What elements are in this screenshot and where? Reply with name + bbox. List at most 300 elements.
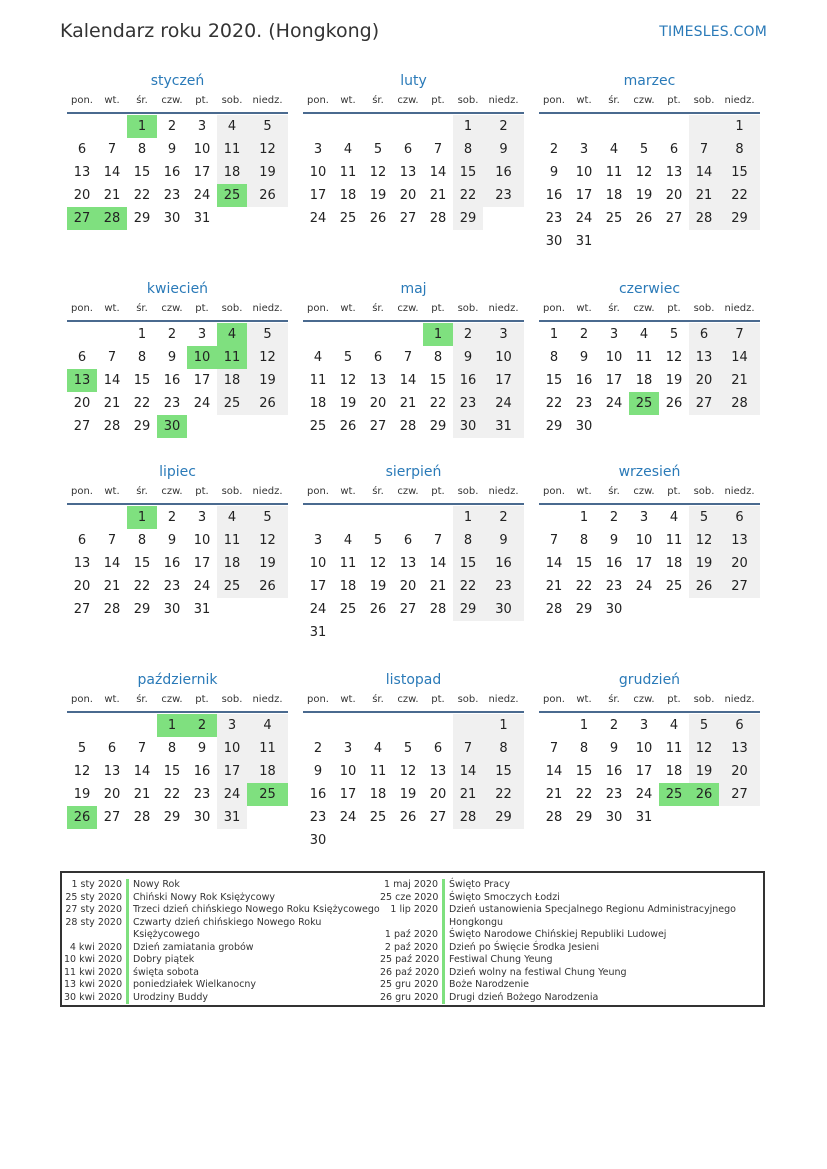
day-cell[interactable]: 19 xyxy=(247,552,288,575)
day-cell[interactable]: 7 xyxy=(107,533,117,548)
day-cell[interactable]: 26 xyxy=(339,419,357,434)
day-cell[interactable]: 20 xyxy=(103,787,121,802)
day-cell[interactable]: 15 xyxy=(133,556,151,571)
day-cell[interactable]: 30 xyxy=(157,415,187,438)
day-cell[interactable]: 16 xyxy=(483,552,524,575)
day-cell[interactable]: 27 xyxy=(73,602,91,617)
day-cell[interactable]: 30 xyxy=(483,598,524,621)
day-cell[interactable]: 22 xyxy=(575,579,593,594)
day-cell[interactable]: 30 xyxy=(193,810,211,825)
day-cell[interactable]: 10 xyxy=(605,350,623,365)
day-cell[interactable]: 4 xyxy=(247,714,288,737)
day-cell[interactable]: 2 xyxy=(167,327,177,342)
day-cell[interactable]: 30 xyxy=(545,234,563,249)
day-cell[interactable]: 8 xyxy=(579,533,589,548)
day-cell[interactable]: 13 xyxy=(67,369,97,392)
day-cell[interactable]: 27 xyxy=(665,211,683,226)
day-cell[interactable]: 1 xyxy=(719,115,760,138)
day-cell[interactable]: 13 xyxy=(719,737,760,760)
day-cell[interactable]: 2 xyxy=(167,510,177,525)
day-cell[interactable]: 1 xyxy=(453,506,483,529)
day-cell[interactable]: 16 xyxy=(193,764,211,779)
day-cell[interactable]: 28 xyxy=(453,806,483,829)
day-cell[interactable]: 1 xyxy=(127,115,157,138)
day-cell[interactable]: 13 xyxy=(399,556,417,571)
day-cell[interactable]: 25 xyxy=(339,211,357,226)
day-cell[interactable]: 31 xyxy=(575,234,593,249)
day-cell[interactable]: 7 xyxy=(549,533,559,548)
day-cell[interactable]: 25 xyxy=(217,184,247,207)
day-cell[interactable]: 9 xyxy=(197,741,207,756)
day-cell[interactable]: 17 xyxy=(193,165,211,180)
day-cell[interactable]: 25 xyxy=(217,575,247,598)
day-cell[interactable]: 20 xyxy=(73,579,91,594)
day-cell[interactable]: 3 xyxy=(483,323,524,346)
day-cell[interactable]: 20 xyxy=(719,552,760,575)
day-cell[interactable]: 23 xyxy=(163,188,181,203)
day-cell[interactable]: 10 xyxy=(193,533,211,548)
day-cell[interactable]: 14 xyxy=(545,764,563,779)
day-cell[interactable]: 23 xyxy=(453,392,483,415)
day-cell[interactable]: 1 xyxy=(137,327,147,342)
day-cell[interactable]: 13 xyxy=(399,165,417,180)
day-cell[interactable]: 16 xyxy=(545,188,563,203)
day-cell[interactable]: 16 xyxy=(605,764,623,779)
day-cell[interactable]: 16 xyxy=(483,161,524,184)
day-cell[interactable]: 7 xyxy=(689,138,719,161)
day-cell[interactable]: 31 xyxy=(193,602,211,617)
day-cell[interactable]: 10 xyxy=(193,142,211,157)
day-cell[interactable]: 5 xyxy=(247,115,288,138)
day-cell[interactable]: 11 xyxy=(309,373,327,388)
day-cell[interactable]: 11 xyxy=(605,165,623,180)
day-cell[interactable]: 24 xyxy=(193,396,211,411)
day-cell[interactable]: 18 xyxy=(605,188,623,203)
day-cell[interactable]: 4 xyxy=(669,718,679,733)
day-cell[interactable]: 10 xyxy=(339,764,357,779)
day-cell[interactable]: 12 xyxy=(73,764,91,779)
day-cell[interactable]: 11 xyxy=(217,138,247,161)
day-cell[interactable]: 5 xyxy=(689,714,719,737)
day-cell[interactable]: 3 xyxy=(313,533,323,548)
day-cell[interactable]: 28 xyxy=(399,419,417,434)
day-cell[interactable]: 24 xyxy=(193,579,211,594)
day-cell[interactable]: 22 xyxy=(719,184,760,207)
day-cell[interactable]: 12 xyxy=(247,138,288,161)
day-cell[interactable]: 22 xyxy=(133,188,151,203)
day-cell[interactable]: 13 xyxy=(665,165,683,180)
day-cell[interactable]: 17 xyxy=(605,373,623,388)
day-cell[interactable]: 29 xyxy=(163,810,181,825)
day-cell[interactable]: 19 xyxy=(635,188,653,203)
day-cell[interactable]: 3 xyxy=(313,142,323,157)
day-cell[interactable]: 12 xyxy=(369,556,387,571)
day-cell[interactable]: 20 xyxy=(429,787,447,802)
day-cell[interactable]: 5 xyxy=(77,741,87,756)
day-cell[interactable]: 30 xyxy=(453,415,483,438)
day-cell[interactable]: 16 xyxy=(163,373,181,388)
day-cell[interactable]: 20 xyxy=(719,760,760,783)
day-cell[interactable]: 8 xyxy=(453,529,483,552)
day-cell[interactable]: 14 xyxy=(429,556,447,571)
day-cell[interactable]: 17 xyxy=(193,373,211,388)
day-cell[interactable]: 10 xyxy=(309,556,327,571)
day-cell[interactable]: 7 xyxy=(137,741,147,756)
day-cell[interactable]: 15 xyxy=(575,556,593,571)
day-cell[interactable]: 19 xyxy=(73,787,91,802)
brand-link[interactable]: TIMESLES.COM xyxy=(659,24,767,40)
day-cell[interactable]: 9 xyxy=(167,142,177,157)
day-cell[interactable]: 13 xyxy=(689,346,719,369)
day-cell[interactable]: 2 xyxy=(579,327,589,342)
day-cell[interactable]: 15 xyxy=(483,760,524,783)
day-cell[interactable]: 22 xyxy=(429,396,447,411)
day-cell[interactable]: 20 xyxy=(689,369,719,392)
day-cell[interactable]: 24 xyxy=(309,602,327,617)
day-cell[interactable]: 12 xyxy=(247,529,288,552)
day-cell[interactable]: 5 xyxy=(689,506,719,529)
day-cell[interactable]: 31 xyxy=(193,211,211,226)
day-cell[interactable]: 1 xyxy=(127,506,157,529)
day-cell[interactable]: 1 xyxy=(549,327,559,342)
day-cell[interactable]: 29 xyxy=(483,806,524,829)
day-cell[interactable]: 30 xyxy=(309,833,327,848)
day-cell[interactable]: 14 xyxy=(103,165,121,180)
day-cell[interactable]: 7 xyxy=(719,323,760,346)
day-cell[interactable]: 3 xyxy=(197,510,207,525)
day-cell[interactable]: 3 xyxy=(197,119,207,134)
day-cell[interactable]: 17 xyxy=(575,188,593,203)
day-cell[interactable]: 9 xyxy=(483,529,524,552)
day-cell[interactable]: 15 xyxy=(429,373,447,388)
day-cell[interactable]: 16 xyxy=(163,556,181,571)
day-cell[interactable]: 1 xyxy=(579,510,589,525)
day-cell[interactable]: 18 xyxy=(339,188,357,203)
day-cell[interactable]: 16 xyxy=(453,369,483,392)
day-cell[interactable]: 27 xyxy=(429,810,447,825)
day-cell[interactable]: 3 xyxy=(579,142,589,157)
day-cell[interactable]: 18 xyxy=(635,373,653,388)
day-cell[interactable]: 15 xyxy=(163,764,181,779)
day-cell[interactable]: 15 xyxy=(453,161,483,184)
day-cell[interactable]: 21 xyxy=(103,579,121,594)
day-cell[interactable]: 6 xyxy=(107,741,117,756)
day-cell[interactable]: 14 xyxy=(103,373,121,388)
day-cell[interactable]: 19 xyxy=(689,760,719,783)
day-cell[interactable]: 5 xyxy=(343,350,353,365)
day-cell[interactable]: 20 xyxy=(73,188,91,203)
day-cell[interactable]: 12 xyxy=(689,529,719,552)
day-cell[interactable]: 11 xyxy=(339,165,357,180)
day-cell[interactable]: 8 xyxy=(579,741,589,756)
day-cell[interactable]: 4 xyxy=(217,323,247,346)
day-cell[interactable]: 7 xyxy=(433,533,443,548)
day-cell[interactable]: 14 xyxy=(429,165,447,180)
day-cell[interactable]: 29 xyxy=(575,810,593,825)
day-cell[interactable]: 29 xyxy=(429,419,447,434)
day-cell[interactable]: 6 xyxy=(689,323,719,346)
day-cell[interactable]: 29 xyxy=(133,602,151,617)
day-cell[interactable]: 30 xyxy=(605,810,623,825)
day-cell[interactable]: 4 xyxy=(217,506,247,529)
day-cell[interactable]: 11 xyxy=(665,741,683,756)
day-cell[interactable]: 31 xyxy=(309,625,327,640)
day-cell[interactable]: 30 xyxy=(605,602,623,617)
day-cell[interactable]: 18 xyxy=(665,764,683,779)
day-cell[interactable]: 11 xyxy=(665,533,683,548)
day-cell[interactable]: 7 xyxy=(403,350,413,365)
day-cell[interactable]: 21 xyxy=(133,787,151,802)
day-cell[interactable]: 26 xyxy=(635,211,653,226)
day-cell[interactable]: 28 xyxy=(133,810,151,825)
day-cell[interactable]: 14 xyxy=(689,161,719,184)
day-cell[interactable]: 21 xyxy=(429,579,447,594)
day-cell[interactable]: 5 xyxy=(373,142,383,157)
day-cell[interactable]: 12 xyxy=(247,346,288,369)
day-cell[interactable]: 4 xyxy=(343,142,353,157)
day-cell[interactable]: 8 xyxy=(137,533,147,548)
day-cell[interactable]: 16 xyxy=(605,556,623,571)
day-cell[interactable]: 15 xyxy=(575,764,593,779)
day-cell[interactable]: 11 xyxy=(247,737,288,760)
day-cell[interactable]: 24 xyxy=(635,787,653,802)
day-cell[interactable]: 8 xyxy=(433,350,443,365)
day-cell[interactable]: 5 xyxy=(247,506,288,529)
day-cell[interactable]: 21 xyxy=(103,396,121,411)
day-cell[interactable]: 2 xyxy=(609,718,619,733)
day-cell[interactable]: 25 xyxy=(309,419,327,434)
day-cell[interactable]: 29 xyxy=(453,207,483,230)
day-cell[interactable]: 22 xyxy=(453,184,483,207)
day-cell[interactable]: 5 xyxy=(247,323,288,346)
day-cell[interactable]: 5 xyxy=(639,142,649,157)
day-cell[interactable]: 4 xyxy=(373,741,383,756)
day-cell[interactable]: 4 xyxy=(669,510,679,525)
day-cell[interactable]: 26 xyxy=(689,783,719,806)
day-cell[interactable]: 7 xyxy=(107,142,117,157)
day-cell[interactable]: 27 xyxy=(719,575,760,598)
day-cell[interactable]: 17 xyxy=(309,579,327,594)
day-cell[interactable]: 19 xyxy=(369,188,387,203)
day-cell[interactable]: 1 xyxy=(157,714,187,737)
day-cell[interactable]: 13 xyxy=(73,556,91,571)
day-cell[interactable]: 9 xyxy=(483,138,524,161)
day-cell[interactable]: 12 xyxy=(689,737,719,760)
day-cell[interactable]: 19 xyxy=(689,552,719,575)
day-cell[interactable]: 15 xyxy=(133,373,151,388)
day-cell[interactable]: 8 xyxy=(453,138,483,161)
day-cell[interactable]: 25 xyxy=(629,392,659,415)
day-cell[interactable]: 7 xyxy=(433,142,443,157)
day-cell[interactable]: 22 xyxy=(133,396,151,411)
day-cell[interactable]: 16 xyxy=(575,373,593,388)
day-cell[interactable]: 3 xyxy=(217,714,247,737)
day-cell[interactable]: 21 xyxy=(719,369,760,392)
day-cell[interactable]: 24 xyxy=(339,810,357,825)
day-cell[interactable]: 12 xyxy=(665,350,683,365)
day-cell[interactable]: 28 xyxy=(103,602,121,617)
day-cell[interactable]: 15 xyxy=(133,165,151,180)
day-cell[interactable]: 9 xyxy=(609,741,619,756)
day-cell[interactable]: 28 xyxy=(689,207,719,230)
day-cell[interactable]: 13 xyxy=(369,373,387,388)
day-cell[interactable]: 18 xyxy=(309,396,327,411)
day-cell[interactable]: 27 xyxy=(689,392,719,415)
day-cell[interactable]: 25 xyxy=(665,579,683,594)
day-cell[interactable]: 28 xyxy=(545,810,563,825)
day-cell[interactable]: 28 xyxy=(103,419,121,434)
day-cell[interactable]: 8 xyxy=(137,350,147,365)
day-cell[interactable]: 21 xyxy=(545,787,563,802)
day-cell[interactable]: 6 xyxy=(669,142,679,157)
day-cell[interactable]: 24 xyxy=(575,211,593,226)
day-cell[interactable]: 18 xyxy=(665,556,683,571)
day-cell[interactable]: 25 xyxy=(605,211,623,226)
day-cell[interactable]: 23 xyxy=(605,787,623,802)
day-cell[interactable]: 30 xyxy=(575,419,593,434)
day-cell[interactable]: 11 xyxy=(339,556,357,571)
day-cell[interactable]: 23 xyxy=(309,810,327,825)
day-cell[interactable]: 3 xyxy=(343,741,353,756)
day-cell[interactable]: 25 xyxy=(369,810,387,825)
day-cell[interactable]: 23 xyxy=(605,579,623,594)
day-cell[interactable]: 13 xyxy=(719,529,760,552)
day-cell[interactable]: 4 xyxy=(343,533,353,548)
day-cell[interactable]: 27 xyxy=(719,783,760,806)
day-cell[interactable]: 9 xyxy=(167,533,177,548)
day-cell[interactable]: 26 xyxy=(689,575,719,598)
day-cell[interactable]: 12 xyxy=(339,373,357,388)
day-cell[interactable]: 29 xyxy=(545,419,563,434)
day-cell[interactable]: 29 xyxy=(133,211,151,226)
day-cell[interactable]: 19 xyxy=(399,787,417,802)
day-cell[interactable]: 10 xyxy=(575,165,593,180)
day-cell[interactable]: 10 xyxy=(635,741,653,756)
day-cell[interactable]: 4 xyxy=(313,350,323,365)
day-cell[interactable]: 6 xyxy=(403,533,413,548)
day-cell[interactable]: 27 xyxy=(103,810,121,825)
day-cell[interactable]: 14 xyxy=(103,556,121,571)
day-cell[interactable]: 14 xyxy=(399,373,417,388)
day-cell[interactable]: 11 xyxy=(369,764,387,779)
day-cell[interactable]: 21 xyxy=(429,188,447,203)
day-cell[interactable]: 10 xyxy=(187,346,217,369)
day-cell[interactable]: 26 xyxy=(67,806,97,829)
day-cell[interactable]: 17 xyxy=(483,369,524,392)
day-cell[interactable]: 22 xyxy=(453,575,483,598)
day-cell[interactable]: 25 xyxy=(247,783,288,806)
day-cell[interactable]: 25 xyxy=(217,392,247,415)
day-cell[interactable]: 24 xyxy=(193,188,211,203)
day-cell[interactable]: 17 xyxy=(217,760,247,783)
day-cell[interactable]: 18 xyxy=(217,161,247,184)
day-cell[interactable]: 31 xyxy=(483,415,524,438)
day-cell[interactable]: 3 xyxy=(639,718,649,733)
day-cell[interactable]: 23 xyxy=(193,787,211,802)
day-cell[interactable]: 26 xyxy=(247,575,288,598)
day-cell[interactable]: 1 xyxy=(579,718,589,733)
day-cell[interactable]: 2 xyxy=(167,119,177,134)
day-cell[interactable]: 27 xyxy=(399,602,417,617)
day-cell[interactable]: 26 xyxy=(247,392,288,415)
day-cell[interactable]: 26 xyxy=(665,396,683,411)
day-cell[interactable]: 9 xyxy=(313,764,323,779)
day-cell[interactable]: 24 xyxy=(309,211,327,226)
day-cell[interactable]: 10 xyxy=(483,346,524,369)
day-cell[interactable]: 9 xyxy=(453,346,483,369)
day-cell[interactable]: 22 xyxy=(483,783,524,806)
day-cell[interactable]: 23 xyxy=(575,396,593,411)
day-cell[interactable]: 21 xyxy=(453,783,483,806)
day-cell[interactable]: 8 xyxy=(549,350,559,365)
day-cell[interactable]: 6 xyxy=(77,350,87,365)
day-cell[interactable]: 2 xyxy=(483,115,524,138)
day-cell[interactable]: 20 xyxy=(665,188,683,203)
day-cell[interactable]: 19 xyxy=(339,396,357,411)
day-cell[interactable]: 18 xyxy=(339,579,357,594)
day-cell[interactable]: 1 xyxy=(423,323,453,346)
day-cell[interactable]: 10 xyxy=(635,533,653,548)
day-cell[interactable]: 23 xyxy=(163,396,181,411)
day-cell[interactable]: 18 xyxy=(217,552,247,575)
day-cell[interactable]: 30 xyxy=(163,602,181,617)
day-cell[interactable]: 4 xyxy=(609,142,619,157)
day-cell[interactable]: 20 xyxy=(73,396,91,411)
day-cell[interactable]: 7 xyxy=(107,350,117,365)
day-cell[interactable]: 6 xyxy=(719,714,760,737)
day-cell[interactable]: 23 xyxy=(483,184,524,207)
day-cell[interactable]: 27 xyxy=(399,211,417,226)
day-cell[interactable]: 21 xyxy=(103,188,121,203)
day-cell[interactable]: 1 xyxy=(453,115,483,138)
day-cell[interactable]: 15 xyxy=(453,552,483,575)
day-cell[interactable]: 19 xyxy=(369,579,387,594)
day-cell[interactable]: 6 xyxy=(77,142,87,157)
day-cell[interactable]: 28 xyxy=(429,602,447,617)
day-cell[interactable]: 3 xyxy=(609,327,619,342)
day-cell[interactable]: 17 xyxy=(193,556,211,571)
day-cell[interactable]: 1 xyxy=(483,714,524,737)
day-cell[interactable]: 29 xyxy=(575,602,593,617)
day-cell[interactable]: 28 xyxy=(719,392,760,415)
day-cell[interactable]: 10 xyxy=(309,165,327,180)
day-cell[interactable]: 23 xyxy=(545,211,563,226)
day-cell[interactable]: 27 xyxy=(73,419,91,434)
day-cell[interactable]: 28 xyxy=(545,602,563,617)
day-cell[interactable]: 21 xyxy=(545,579,563,594)
day-cell[interactable]: 25 xyxy=(659,783,689,806)
day-cell[interactable]: 14 xyxy=(545,556,563,571)
day-cell[interactable]: 9 xyxy=(167,350,177,365)
day-cell[interactable]: 6 xyxy=(433,741,443,756)
day-cell[interactable]: 24 xyxy=(605,396,623,411)
day-cell[interactable]: 13 xyxy=(429,764,447,779)
day-cell[interactable]: 4 xyxy=(639,327,649,342)
day-cell[interactable]: 15 xyxy=(719,161,760,184)
day-cell[interactable]: 24 xyxy=(217,783,247,806)
day-cell[interactable]: 22 xyxy=(133,579,151,594)
day-cell[interactable]: 29 xyxy=(719,207,760,230)
day-cell[interactable]: 24 xyxy=(635,579,653,594)
day-cell[interactable]: 11 xyxy=(635,350,653,365)
day-cell[interactable]: 18 xyxy=(247,760,288,783)
day-cell[interactable]: 21 xyxy=(689,184,719,207)
day-cell[interactable]: 19 xyxy=(665,373,683,388)
day-cell[interactable]: 19 xyxy=(247,161,288,184)
day-cell[interactable]: 28 xyxy=(97,207,127,230)
day-cell[interactable]: 31 xyxy=(217,806,247,829)
day-cell[interactable]: 2 xyxy=(313,741,323,756)
